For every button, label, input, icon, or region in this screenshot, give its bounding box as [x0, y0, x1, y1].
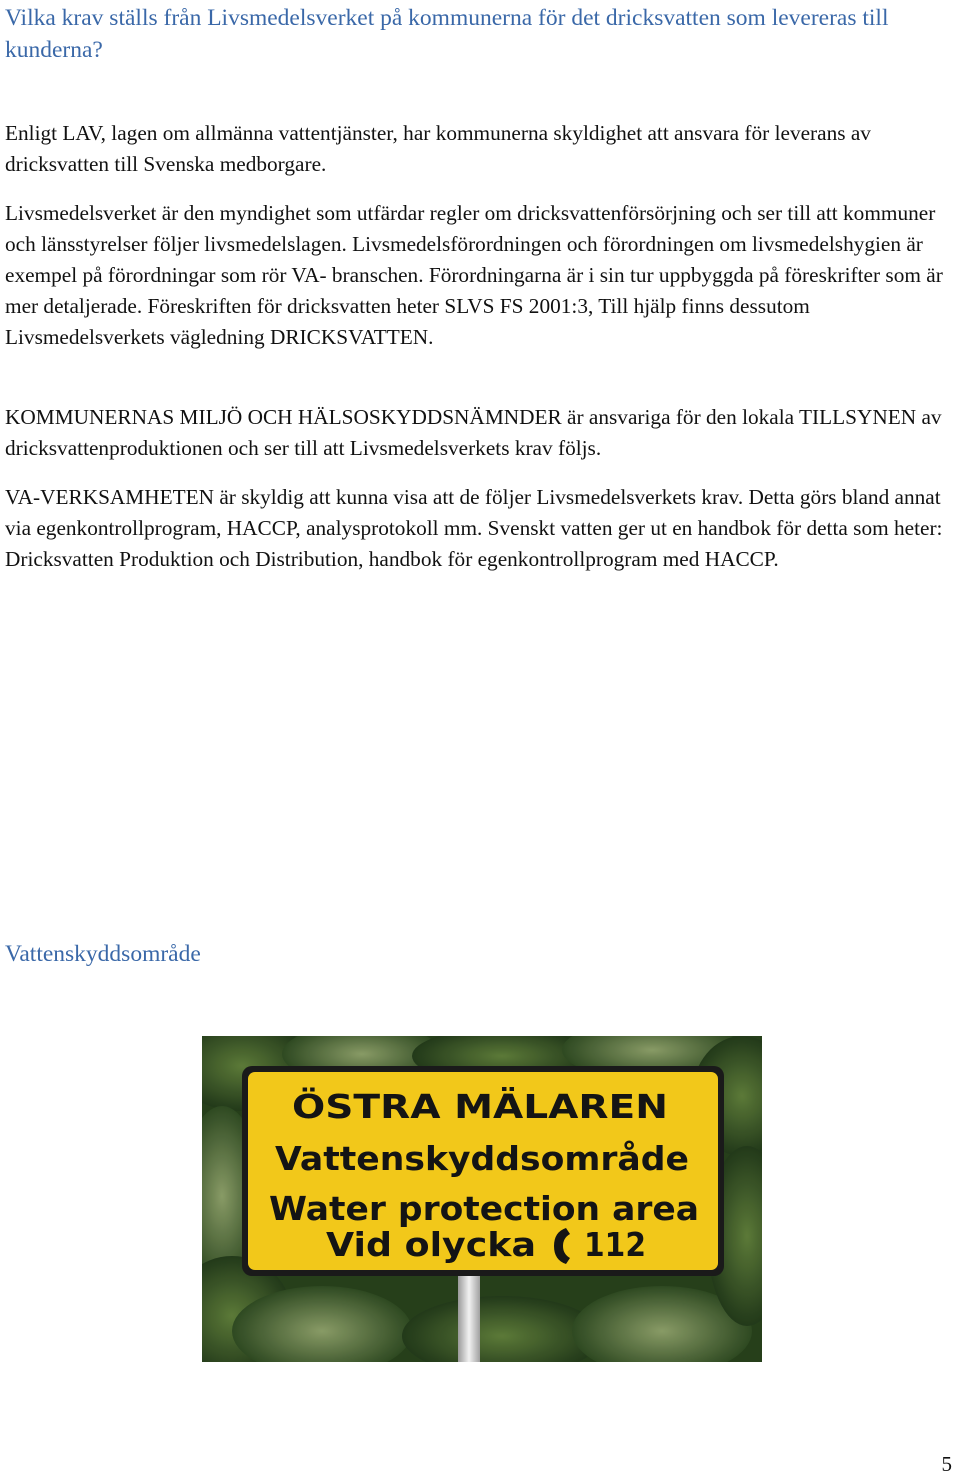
sign-line-water-protection-area: Water protection area [269, 1189, 699, 1228]
page-number: 5 [941, 1452, 952, 1476]
paragraph-lav: Enligt LAV, lagen om allmänna vattentjänster, har kommunerna skyldighet att ansvara för leverans av dricksvatten till Svenska medborgare. [5, 121, 871, 176]
question-heading: Vilka krav ställs från Livsmedelsverket på kommunerna för det dricksvatten som levereras till kunderna? [5, 5, 889, 63]
sign-line-vattenskyddsomrade: Vattenskyddsområde [275, 1139, 689, 1178]
section-heading: Vattenskyddsområde [5, 941, 201, 967]
sign-post [458, 1272, 480, 1362]
paragraph-va-verksamheten: VA-VERKSAMHETEN är skyldig att kunna visa att de följer Livsmedelsverkets krav. Detta görs bland annat via egenkontrollprogram, HACCP, analysprotokoll mm. Svenskt vatten ger ut en handbok för detta som heter: Dricksvatten Produktion och Distribution, handbok för egenkontrollprogram med HACCP. [5, 485, 943, 571]
sign-line-ostra-malaren: ÖSTRA MÄLAREN [292, 1087, 610, 1126]
paragraph-kommunernas-namnder: KOMMUNERNAS MILJÖ OCH HÄLSOSKYDDSNÄMNDER är ansvariga för den lokala TILLSYNEN av dricksvattenproduktionen och ser till att Livsmedelsverkets krav följs. [5, 405, 942, 460]
sign-line-vid-olycka: Vid olycka [326, 1225, 536, 1264]
water-protection-sign-photo [202, 1036, 762, 1362]
sign-line-112: 112 [584, 1225, 646, 1264]
paragraph-livsmedelsverket: Livsmedelsverket är den myndighet som utfärdar regler om dricksvattenförsörjning och ser till att kommuner och länsstyrelser följer livsmedelslagen. Livsmedelsförordningen och förordningen om livsmedelshygien är exempel på förordningar som rör VA- branschen. Förordningarna är i sin tur uppbyggda på föreskrifter som är mer detaljerade. Föreskriften för dricksvatten heter SLVS FS 2001:3, Till hjälp finns dessutom Livsmedelsverkets vägledning DRICKSVATTEN. [5, 201, 943, 349]
